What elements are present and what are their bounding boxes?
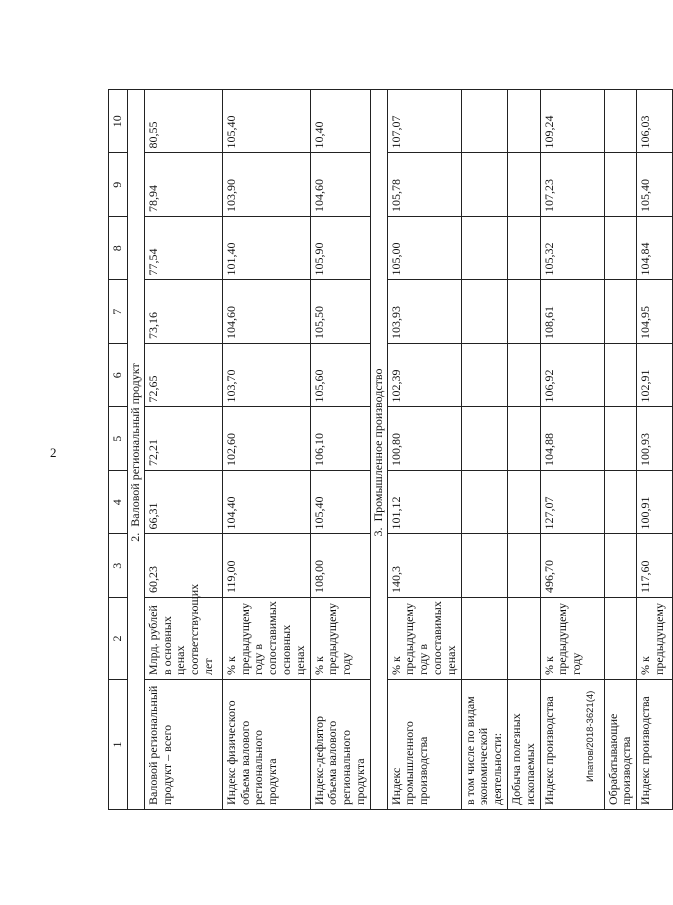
column-header-10: 10 xyxy=(109,90,128,154)
value-cell: 117,60 xyxy=(637,534,673,598)
value-cell: 104,60 xyxy=(222,280,310,344)
table-row xyxy=(310,90,370,810)
section-header xyxy=(370,90,387,810)
value-cell: 105,00 xyxy=(387,217,461,281)
value-cell: 105,40 xyxy=(222,90,310,154)
value-cell: 100,93 xyxy=(637,407,673,471)
value-cell: 106,10 xyxy=(310,407,370,471)
value-cell: 80,55 xyxy=(144,90,222,154)
value-cell: 103,93 xyxy=(387,280,461,344)
value-cell: 105,40 xyxy=(637,153,673,217)
page-number: 2 xyxy=(50,445,57,460)
unit-of-measure: Млрд. рублей в основных ценах соответствующих лет xyxy=(144,598,222,680)
value-cell: 103,90 xyxy=(222,153,310,217)
value-cell xyxy=(604,280,637,344)
value-cell: 60,23 xyxy=(144,534,222,598)
section-header xyxy=(128,90,145,810)
column-header-5: 5 xyxy=(109,407,128,471)
value-cell xyxy=(507,280,540,344)
table-row xyxy=(637,90,673,810)
section-title: Валовой региональный продукт xyxy=(128,363,142,527)
table-row xyxy=(507,90,540,810)
value-cell xyxy=(461,471,507,535)
value-cell xyxy=(507,217,540,281)
value-cell: 107,23 xyxy=(540,153,604,217)
value-cell xyxy=(461,534,507,598)
value-cell: 105,40 xyxy=(310,471,370,535)
value-cell: 104,40 xyxy=(222,471,310,535)
value-cell: 105,78 xyxy=(387,153,461,217)
unit-of-measure: % к предыдущему году в сопоставимых ценах xyxy=(387,598,461,680)
section-header-row xyxy=(128,90,145,810)
indicator-name: Валовой региональный продукт – всего xyxy=(144,680,222,810)
value-cell: 104,88 xyxy=(540,407,604,471)
value-cell: 100,80 xyxy=(387,407,461,471)
value-cell: 105,90 xyxy=(310,217,370,281)
value-cell: 104,60 xyxy=(310,153,370,217)
value-cell: 106,03 xyxy=(637,90,673,154)
section-header-row xyxy=(370,90,387,810)
value-cell: 101,12 xyxy=(387,471,461,535)
value-cell: 119,00 xyxy=(222,534,310,598)
table-row xyxy=(387,90,461,810)
indicator-name: Индекс физического объема валового регионального продукта xyxy=(222,680,310,810)
indicator-name: Обрабатывающие производства xyxy=(604,680,637,810)
indicator-name: Индекс-дефлятор объема валового регионального продукта xyxy=(310,680,370,810)
indicator-name: Индекс промышленного производства xyxy=(387,680,461,810)
value-cell: 104,95 xyxy=(637,280,673,344)
table-row xyxy=(144,90,222,810)
value-cell: 105,50 xyxy=(310,280,370,344)
section-number: 2. xyxy=(128,532,142,542)
value-cell: 78,94 xyxy=(144,153,222,217)
value-cell xyxy=(461,153,507,217)
value-cell: 102,91 xyxy=(637,344,673,408)
value-cell xyxy=(507,534,540,598)
column-header-9: 9 xyxy=(109,153,128,217)
value-cell xyxy=(507,344,540,408)
value-cell: 10,40 xyxy=(310,90,370,154)
value-cell xyxy=(461,90,507,154)
value-cell: 104,84 xyxy=(637,217,673,281)
column-header-6: 6 xyxy=(109,344,128,408)
value-cell: 102,39 xyxy=(387,344,461,408)
value-cell: 140,3 xyxy=(387,534,461,598)
value-cell xyxy=(507,153,540,217)
value-cell: 100,91 xyxy=(637,471,673,535)
value-cell xyxy=(604,407,637,471)
section-number: 3. xyxy=(370,527,385,537)
unit-of-measure: % к предыдущему году xyxy=(310,598,370,680)
value-cell xyxy=(507,471,540,535)
value-cell xyxy=(604,344,637,408)
value-cell: 127,07 xyxy=(540,471,604,535)
value-cell: 73,16 xyxy=(144,280,222,344)
table-row xyxy=(222,90,310,810)
value-cell xyxy=(604,217,637,281)
rotated-table-container xyxy=(108,90,666,810)
column-header-8: 8 xyxy=(109,217,128,281)
table-row xyxy=(604,90,637,810)
value-cell xyxy=(461,344,507,408)
section-title: Промышленное производство xyxy=(370,368,385,522)
value-cell: 66,31 xyxy=(144,471,222,535)
value-cell: 101,40 xyxy=(222,217,310,281)
document-footer-code: Ипатов/2018-3621(4) xyxy=(585,690,596,782)
table-row xyxy=(461,90,507,810)
value-cell xyxy=(461,407,507,471)
value-cell: 108,61 xyxy=(540,280,604,344)
value-cell: 107,07 xyxy=(387,90,461,154)
value-cell xyxy=(604,90,637,154)
indicator-name: в том числе по видам экономической деятельности: xyxy=(461,680,507,810)
value-cell: 106,92 xyxy=(540,344,604,408)
value-cell xyxy=(461,217,507,281)
indicator-name: Индекс производства xyxy=(637,680,673,810)
column-header-3: 3 xyxy=(109,534,128,598)
unit-of-measure: % к предыдущему году xyxy=(540,598,604,680)
unit-of-measure: % к предыдущему году в сопоставимых основных ценах xyxy=(222,598,310,680)
value-cell xyxy=(604,153,637,217)
value-cell: 109,24 xyxy=(540,90,604,154)
value-cell: 105,32 xyxy=(540,217,604,281)
value-cell xyxy=(604,471,637,535)
column-header-4: 4 xyxy=(109,471,128,535)
unit-of-measure xyxy=(604,598,637,680)
column-header-1: 1 xyxy=(109,680,128,810)
value-cell xyxy=(461,280,507,344)
value-cell: 103,70 xyxy=(222,344,310,408)
indicator-name: Индекс производства xyxy=(540,680,604,810)
value-cell xyxy=(604,534,637,598)
value-cell xyxy=(507,90,540,154)
unit-of-measure xyxy=(461,598,507,680)
value-cell: 77,54 xyxy=(144,217,222,281)
value-cell: 72,21 xyxy=(144,407,222,471)
header-row xyxy=(109,90,128,810)
indicator-name: Добыча полезных ископаемых xyxy=(507,680,540,810)
unit-of-measure xyxy=(507,598,540,680)
value-cell: 72,65 xyxy=(144,344,222,408)
column-header-7: 7 xyxy=(109,280,128,344)
value-cell: 105,60 xyxy=(310,344,370,408)
value-cell xyxy=(507,407,540,471)
value-cell: 108,00 xyxy=(310,534,370,598)
unit-of-measure: % к предыдущему xyxy=(637,598,673,680)
value-cell: 496,70 xyxy=(540,534,604,598)
value-cell: 102,60 xyxy=(222,407,310,471)
column-header-2: 2 xyxy=(109,598,128,680)
